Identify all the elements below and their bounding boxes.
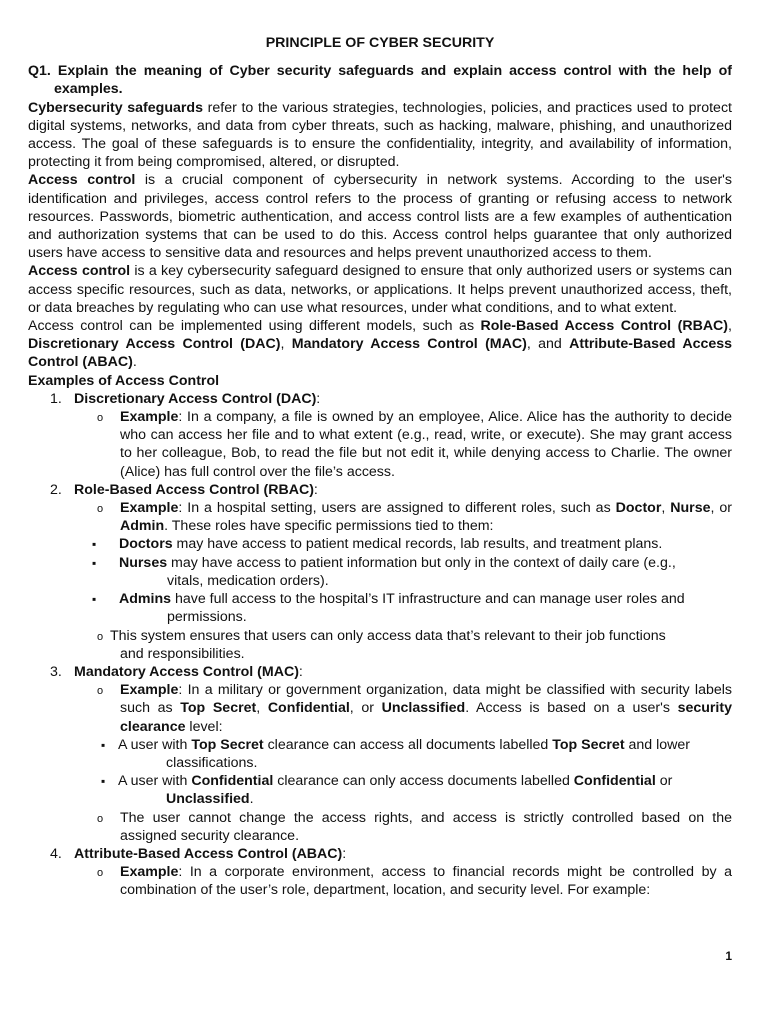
- clearance-term: Top Secret: [191, 736, 264, 753]
- role-doctor: Doctor: [615, 500, 662, 517]
- label-unclassified: Unclassified: [381, 700, 466, 717]
- example-text: : In a military or government organization, data might be classified with security labels such as: [120, 682, 732, 717]
- circle-bullet-icon: o: [97, 503, 104, 516]
- item-title-dac: Discretionary Access Control (DAC): [74, 390, 317, 407]
- clearance-text: clearance can only access documents labelled: [273, 773, 574, 790]
- circle-bullet-icon: o: [97, 812, 104, 825]
- model-mac: Mandatory Access Control (MAC): [291, 336, 527, 353]
- text-access-control-1: is a crucial component of cybersecurity in network systems. According to the user's identification and privileges, access control refers to the process of granting or refusing access to network resources. Passwords, biometric authentication, and access control lists are a few examples of authentication and authorization systems that can be used to do this. Access control helps guarantee that only authorized users have access to sensitive data and resources and helps prevent unauthorized access to them.: [28, 172, 732, 262]
- note-text-continued: and responsibilities.: [120, 645, 245, 662]
- colon: :: [342, 845, 347, 862]
- list-item-rbac: [28, 481, 732, 499]
- model-dac: Discretionary Access Control (DAC): [28, 336, 281, 353]
- role-text-continued: permissions.: [167, 609, 247, 626]
- clearance-text: clearance can access all documents labelled: [263, 736, 553, 753]
- clearance-text-continued: classifications.: [166, 754, 258, 771]
- note-text: This system ensures that users can only access data that’s relevant to their job functions: [110, 627, 666, 644]
- page-number: 1: [725, 949, 732, 963]
- clearance-text: and lower: [624, 736, 691, 753]
- examples-heading: Examples of Access Control: [28, 372, 220, 389]
- square-bullet-icon: ▪: [101, 774, 106, 789]
- example-dac: [28, 408, 732, 481]
- clearance-text-continued: [118, 790, 732, 808]
- example-text: level:: [185, 718, 223, 735]
- list-number: 1.: [50, 390, 62, 407]
- example-text: , or: [349, 700, 382, 717]
- role-text: may have access to patient information but only in the context of daily care (e.g.,: [167, 554, 676, 571]
- models-text-3: ,: [280, 336, 292, 353]
- example-text: . These roles have specific permissions tied to them:: [164, 518, 494, 535]
- models-text-4: , and: [526, 336, 570, 353]
- example-label: Example: [120, 864, 179, 881]
- square-bullet-icon: ▪: [92, 555, 97, 570]
- example-abac: [28, 863, 732, 899]
- example-text: , or: [710, 500, 733, 517]
- example-text: : In a hospital setting, users are assigned to different roles, such as: [178, 500, 616, 517]
- document-page: [28, 34, 732, 900]
- clearance-term: Top Secret: [552, 736, 625, 753]
- square-bullet-icon: ▪: [92, 537, 97, 552]
- square-bullet-icon: ▪: [101, 737, 106, 752]
- list-number: 3.: [50, 663, 62, 680]
- role-term: Doctors: [119, 536, 173, 553]
- list-number: 2.: [50, 481, 62, 498]
- note-text: The user cannot change the access rights, and access is strictly controlled based on the assigned security clearance.: [120, 809, 732, 844]
- models-text-2: ,: [728, 318, 732, 335]
- colon: :: [298, 663, 303, 680]
- role-term: Admins: [119, 591, 172, 608]
- item-title-abac: Attribute-Based Access Control (ABAC): [74, 845, 343, 862]
- paragraph-access-control-1: [28, 171, 732, 262]
- text-access-control-2: is a key cybersecurity safeguard designed to ensure that only authorized users or systems can access specific resources, such as data, networks, or applications. It helps prevent unauthorized access, theft, or data breaches by regulating who can use what resources, under what conditions, and to what extent.: [28, 263, 732, 316]
- role-nurse: Nurse: [670, 500, 711, 517]
- paragraph-safeguards: [28, 99, 732, 172]
- sub-bullet-top-secret: [28, 736, 732, 772]
- circle-bullet-icon: o: [97, 867, 104, 880]
- clearance-text: or: [655, 773, 673, 790]
- clearance-text: A user with: [118, 736, 192, 753]
- item-title-rbac: Role-Based Access Control (RBAC): [74, 481, 314, 498]
- circle-bullet-icon: o: [97, 630, 104, 643]
- example-rbac: [28, 499, 732, 535]
- paragraph-access-control-2: [28, 262, 732, 317]
- model-abac: Attribute-Based Access Control (ABAC): [28, 336, 733, 371]
- role-text: have full access to the hospital’s IT infrastructure and can manage user roles and: [171, 591, 685, 608]
- role-text: may have access to patient medical records, lab results, and treatment plans.: [172, 536, 663, 553]
- circle-bullet-icon: o: [97, 412, 104, 425]
- rbac-note: [28, 627, 732, 663]
- list-item-mac: [28, 663, 732, 681]
- term-security-clearance: security clearance: [120, 700, 732, 735]
- list-number: 4.: [50, 845, 62, 862]
- example-text-abac: : In a corporate environment, access to financial records might be controlled by a combination of the user’s role, department, location, and security level. For example:: [120, 864, 732, 899]
- list-item-abac: [28, 845, 732, 863]
- role-admin: Admin: [120, 518, 165, 535]
- paragraph-models: [28, 317, 732, 372]
- sub-bullet-nurses: [28, 554, 732, 590]
- sub-bullet-confidential: [28, 772, 732, 808]
- colon: :: [313, 481, 318, 498]
- models-text-1: Access control can be implemented using different models, such as: [28, 318, 481, 335]
- example-label: Example: [120, 409, 179, 426]
- clearance-term: Unclassified: [166, 791, 250, 808]
- model-rbac: Role-Based Access Control (RBAC): [480, 318, 729, 335]
- label-confidential: Confidential: [267, 700, 350, 717]
- example-text: ,: [661, 500, 671, 517]
- example-text: ,: [256, 700, 268, 717]
- clearance-text: A user with: [118, 773, 192, 790]
- role-text-continued: vitals, medication orders).: [167, 572, 329, 589]
- clearance-term: Confidential: [191, 773, 274, 790]
- circle-bullet-icon: o: [97, 685, 104, 698]
- square-bullet-icon: ▪: [92, 592, 97, 607]
- mac-note: [28, 809, 732, 845]
- term-access-control-2: Access control: [28, 263, 131, 280]
- role-term: Nurses: [119, 554, 168, 571]
- clearance-term: Confidential: [573, 773, 656, 790]
- list-item-dac: [28, 390, 732, 408]
- document-title: PRINCIPLE OF CYBER SECURITY: [265, 35, 495, 51]
- term-access-control-1: Access control: [28, 172, 136, 189]
- example-mac: [28, 681, 732, 736]
- example-text: . Access is based on a user's: [465, 700, 678, 717]
- models-text-5: .: [132, 354, 137, 371]
- sub-bullet-admins: [28, 590, 732, 626]
- example-text-dac: : In a company, a file is owned by an employee, Alice. Alice has the authority to decide who can access her file and to what extent (e.g., read, write, or execute). She may grant access to her colleague, Bob, to read the file but not edit it, while denying access to Charlie. The owner (Alice) has full control over the file’s access.: [120, 409, 732, 480]
- colon: :: [316, 390, 321, 407]
- term-safeguards: Cybersecurity safeguards: [28, 99, 203, 116]
- text-safeguards: refer to the various strategies, technologies, policies, and practices used to protect digital systems, networks, and data from cyber threats, such as hacking, malware, phishing, and unauthorized access. The goal of these safeguards is to ensure the confidentiality, integrity, and availability of information, protecting it from being compromised, altered, or disrupted.: [28, 99, 732, 171]
- clearance-text: .: [249, 791, 254, 808]
- item-title-mac: Mandatory Access Control (MAC): [74, 663, 299, 680]
- question-heading: Q1. Explain the meaning of Cyber security safeguards and explain access control with the help of examples.: [28, 63, 732, 98]
- example-label: Example: [120, 682, 179, 699]
- example-label: Example: [120, 500, 179, 517]
- sub-bullet-doctors: [28, 535, 732, 553]
- label-top-secret: Top Secret: [180, 700, 257, 717]
